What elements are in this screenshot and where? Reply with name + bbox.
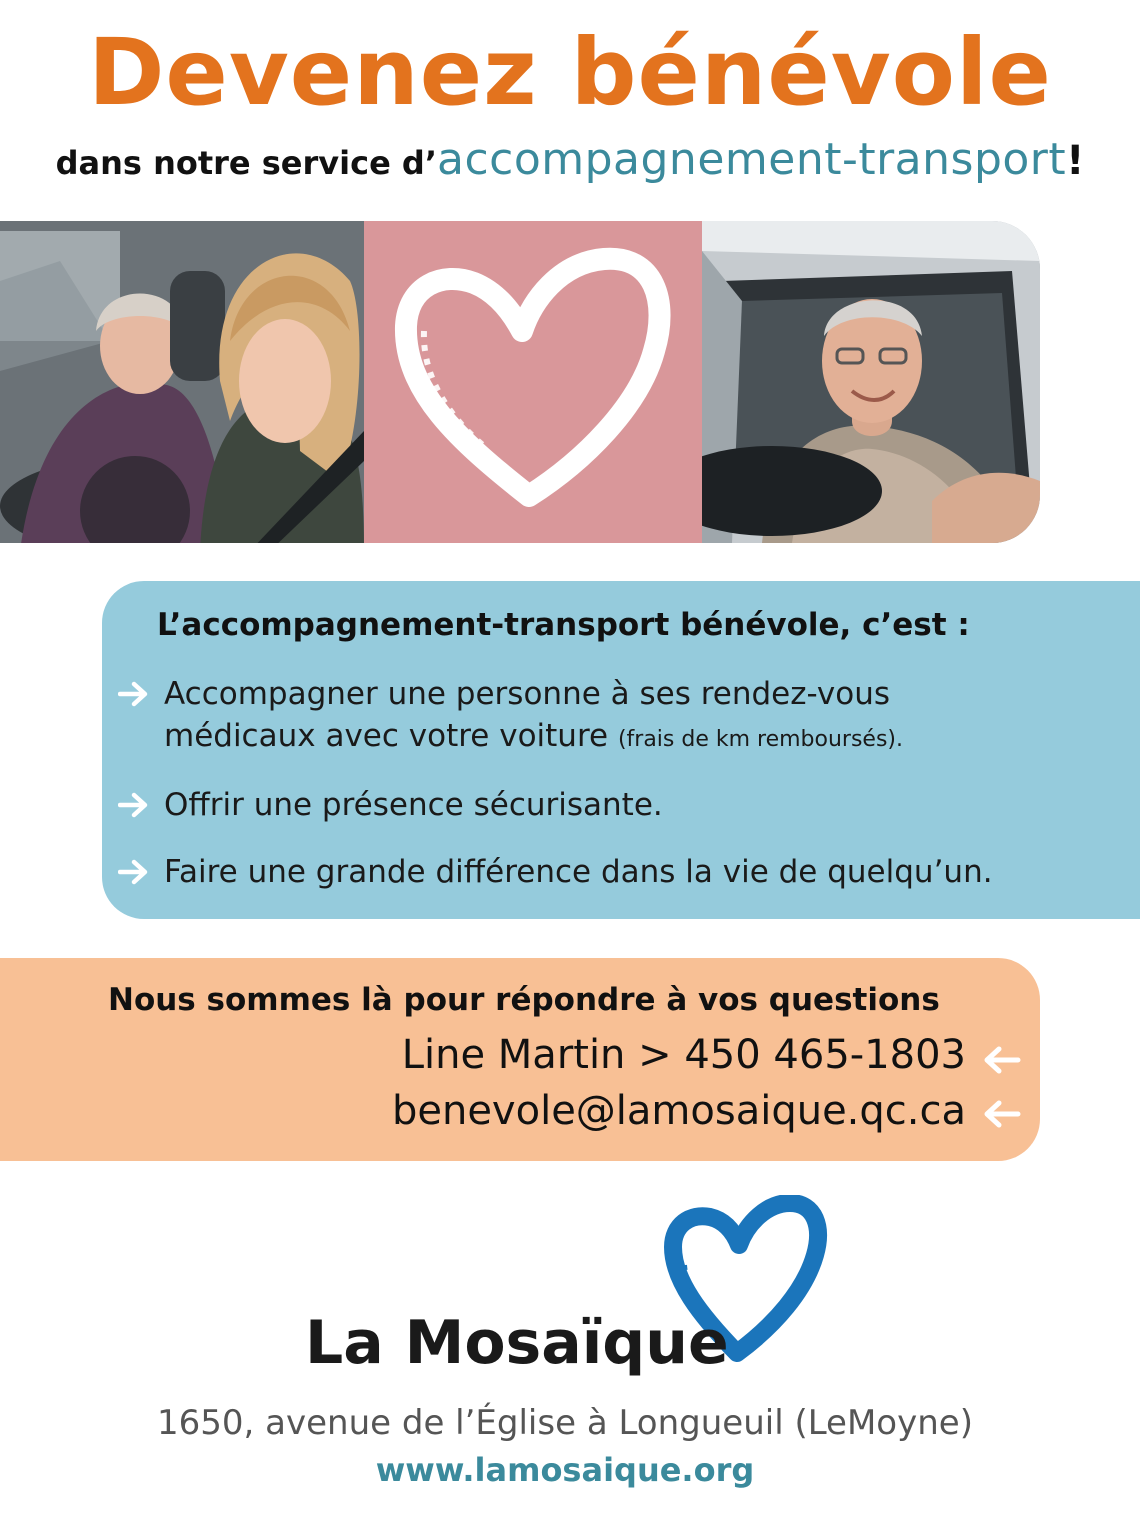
contact-phone[interactable]: Line Martin > 450 465-1803 <box>401 1032 966 1078</box>
info-heading: L’accompagnement-transport bénévole, c’est : <box>157 607 970 643</box>
info-item-3-text: Faire une grande différence dans la vie de quelqu’un. <box>164 854 993 890</box>
arrow-right-icon <box>118 679 150 709</box>
arrow-right-icon <box>118 857 150 887</box>
subtitle-accent: accompagnement-transport <box>436 134 1067 185</box>
subtitle-lead: dans notre service d’ <box>55 144 437 182</box>
website-link[interactable]: www.lamosaique.org <box>375 1451 755 1489</box>
info-item-1-line1: Accompagner une personne à ses rendez-vous <box>164 676 890 712</box>
contact-email[interactable]: benevole@lamosaique.qc.ca <box>391 1088 966 1134</box>
info-item-1-line2 <box>164 715 903 761</box>
subtitle-exclamation: ! <box>1066 138 1085 184</box>
senior-man-in-car-photo <box>702 221 1040 543</box>
org-name: La Mosaïque <box>305 1308 729 1378</box>
photo-strip <box>0 221 1040 543</box>
arrow-right-icon <box>118 790 150 820</box>
heart-panel <box>364 221 702 543</box>
arrow-left-icon <box>982 1098 1022 1130</box>
info-box <box>102 581 1140 919</box>
subtitle <box>0 130 1140 199</box>
info-item-2-text: Offrir une présence sécurisante. <box>164 787 663 823</box>
driver-and-senior-passenger-photo <box>0 221 364 543</box>
arrow-left-icon <box>982 1044 1022 1076</box>
main-title: Devenez bénévole <box>88 19 1052 126</box>
contact-box <box>0 958 1040 1161</box>
contact-heading: Nous sommes là pour répondre à vos questions <box>108 982 940 1018</box>
white-heart-icon <box>364 221 702 543</box>
address: 1650, avenue de l’Église à Longueuil (LeMoyne) <box>157 1403 973 1443</box>
info-item-1-line2-text: médicaux avec votre voiture <box>164 718 609 754</box>
info-item-1-note: (frais de km remboursés). <box>617 727 904 752</box>
